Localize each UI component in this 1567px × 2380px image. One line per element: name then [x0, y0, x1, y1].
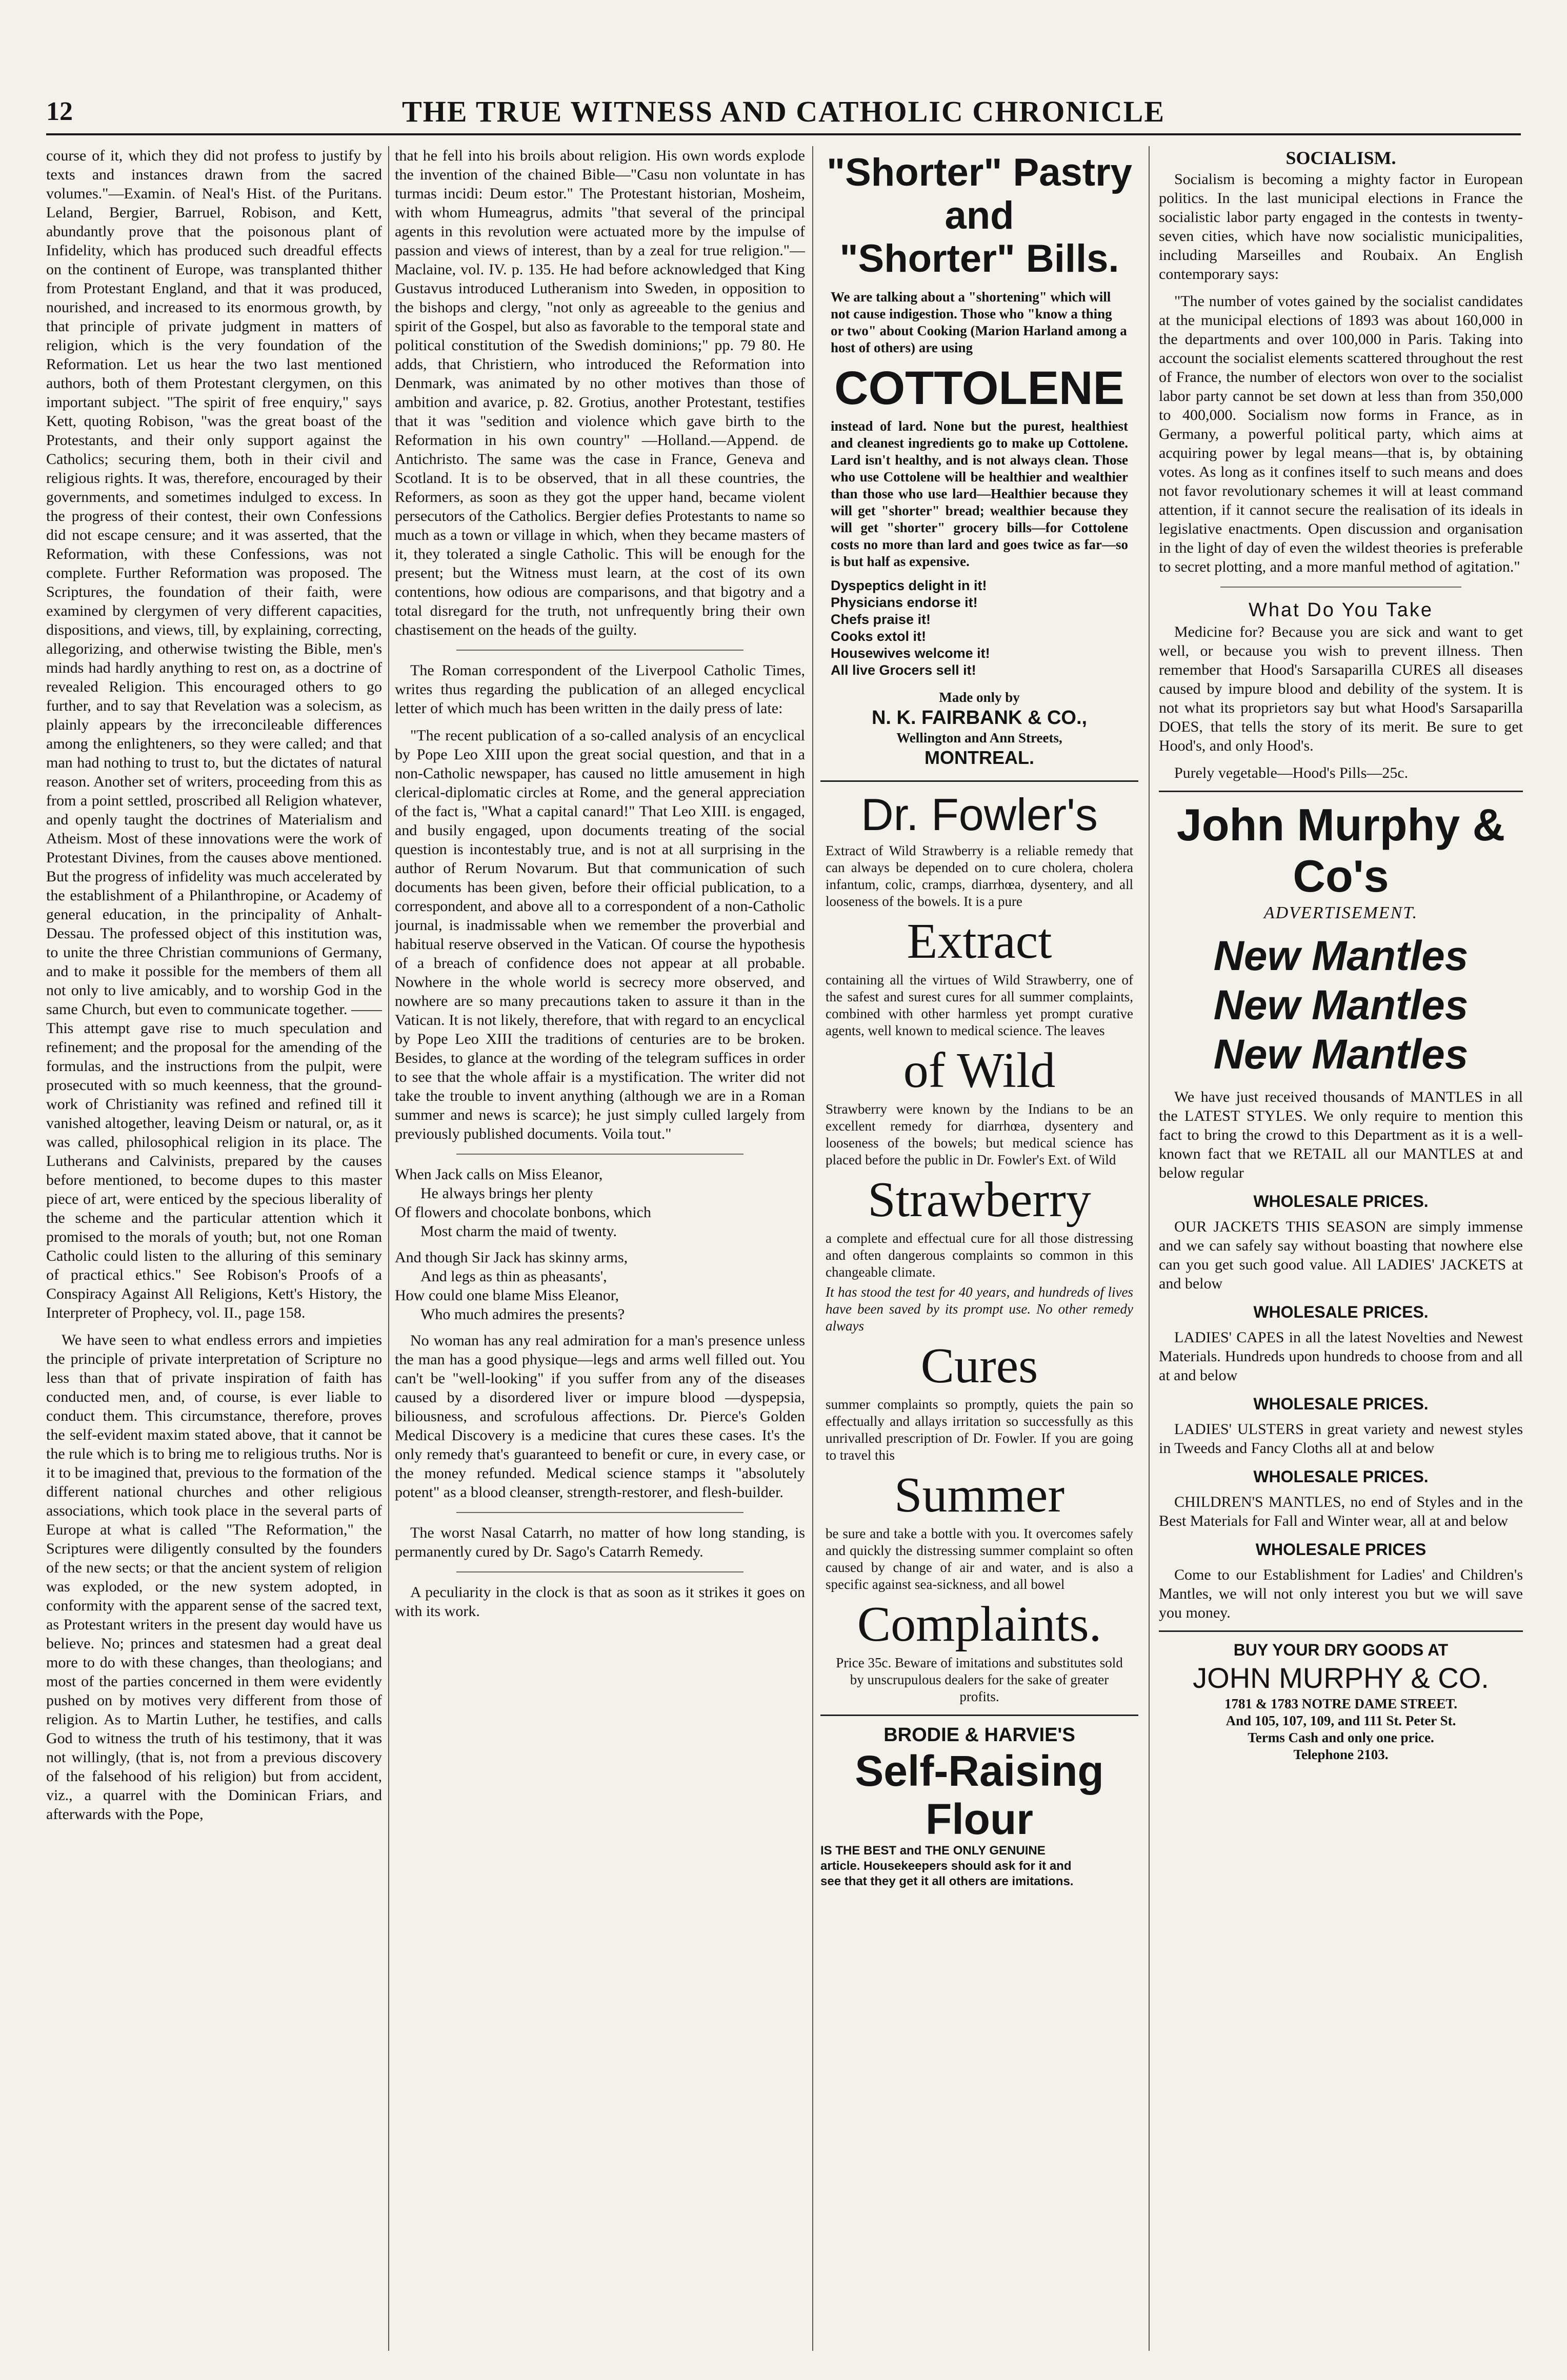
- separator: [456, 1512, 744, 1513]
- wholesale-prices-label: WHOLESALE PRICES.: [1253, 1192, 1429, 1211]
- ad-bullet: All live Grocers sell it!: [831, 662, 976, 678]
- ad-bullet: Cooks extol it!: [831, 629, 927, 644]
- ad-headline: "Shorter" Bills.: [839, 237, 1119, 280]
- article-paragraph: No woman has any real admiration for a man's presence unless the man has a good physique—legs and arms well filled out. You can't be "well-looking" if you suffer from any of the diseases caused by a disordered liver or impure blood —dyspepsia, biliousness, and scrofulous affections. Dr. Pierce's Golden Medical Discovery is a medicine that cures these cases. It's the only remedy that's guaranteed to benefit or cure, in every case, or the money refunded. Medical science stamps it "absolutely potent" as a blood cleanser, strength-restorer, and flesh-builder.: [395, 1332, 805, 1501]
- page-number: 12: [46, 97, 73, 126]
- article-paragraph: that he fell into his broils about religion. His own words explode the invention of the chained Bible—"Casu non voluntate in has turmas incidi: Deum estor." The Protestant historian, Mosheim, with whom Humeagrus, admits "that several of the principal agents in this revolution were actuated more by the impulse of passion and views of interest, than by a zeal for true religion."—Maclaine, vol. IV. p. 135. He had before acknowledged that King Gustavus introduced Lutheranism into Sweden, in opposition to the bishops and clergy, "not only as agreeable to the genius and spirit of the Gospel, but also as favorable to the temporal state and political constitution of the Swedish dominions;" pp. 79 80. He adds, that Christiern, who introduced the Reformation into Denmark, was animated by no other motives than those of ambition and avarice, p. 82. Grotius, another Protestant, testifies that it was "sedition and violence which gave birth to the Reformation in his own country" —Holland.—Append. de Antichristo. The same was the case in France, Geneva and Scotland. It is to be observed, that in all these countries, the Reformers, as soon as they got the upper hand, became violent persecutors of the Catholics. Bergier defies Protestants to name so much as a town or village in which, when they became masters of it, they tolerated a single Catholic. This will be enough for the present; but the Witness must learn, at the cost of its own contentions, how odious are comparisons, and that bigotry and a total disregard for the truth, not unfrequently bring their own chastisement on the heads of the guilty.: [395, 147, 805, 638]
- page-header: [46, 92, 1521, 135]
- ad-headline: of Wild: [903, 1043, 1056, 1098]
- ad-text: Telephone 2103.: [1293, 1747, 1389, 1762]
- ad-text: It has stood the test for 40 years, and hundreds of lives have been saved by its prompt use. No other remedy always: [826, 1284, 1133, 1334]
- article-paragraph: The worst Nasal Catarrh, no matter of how long standing, is permanently cured by Dr. Sago's Catarrh Remedy.: [395, 1524, 805, 1560]
- ad-headline: What Do You Take: [1249, 599, 1433, 621]
- ad-text: Price 35c. Beware of imitations and substitutes sold by unscrupulous dealers for the sake of greater profits.: [836, 1655, 1123, 1704]
- ad-text: IS THE BEST and THE ONLY GENUINE: [820, 1844, 1046, 1858]
- ad-text: LADIES' ULSTERS in great variety and newest styles in Tweeds and Fancy Cloths all at and below: [1159, 1421, 1523, 1457]
- separator: [456, 1571, 744, 1572]
- ad-brand: COTTOLENE: [834, 362, 1124, 414]
- poem-line: How could one blame Miss Eleanor,: [395, 1287, 619, 1304]
- john-murphy-ad: [1159, 799, 1523, 1763]
- article-paragraph: The Roman correspondent of the Liverpool Catholic Times, writes thus regarding the publication of an alleged encyclical letter of which much has been written in the daily press of late:: [395, 662, 805, 717]
- advertisement-column-3: [820, 146, 1138, 2351]
- ad-headline: New Mantles: [1213, 982, 1469, 1028]
- wholesale-prices-label: WHOLESALE PRICES.: [1253, 1303, 1429, 1321]
- poem-line: Of flowers and chocolate bonbons, which: [395, 1204, 651, 1221]
- article-column-2: [395, 146, 805, 2351]
- ad-text: We have just received thousands of MANTLES in all the LATEST STYLES. We only require to mention this fact to bring the crowd to this Department as it is a well-known fact that we RETAIL all our MANTLES at and below regular: [1159, 1088, 1523, 1181]
- ad-headline: Complaints.: [857, 1597, 1102, 1652]
- ad-bullet: Chefs praise it!: [831, 612, 931, 627]
- ad-text: summer complaints so promptly, quiets the pain so effectually and allays irritation so successfully as this unrivalled prescription of Dr. Fowler. If you are going to travel this: [826, 1397, 1133, 1463]
- ad-headline: Self-Raising Flour: [855, 1747, 1104, 1843]
- ad-text: containing all the virtues of Wild Strawberry, one of the safest and surest cures for all summer complaints, combined with other harmless yet prompt curative agents, well known to medical science. The leaves: [826, 972, 1133, 1038]
- poem-line: Who much admires the presents?: [420, 1306, 625, 1323]
- ad-divider: [820, 780, 1138, 782]
- ad-headline: Extract: [907, 914, 1052, 969]
- ad-text: MONTREAL.: [925, 747, 1034, 768]
- ad-text: We are talking about a "shortening" which will not cause indigestion. Those who "know a thing or two" about Cooking (Marion Harland among a host of others) are using: [831, 289, 1127, 355]
- dr-fowlers-ad: [820, 789, 1138, 1705]
- separator: [1220, 587, 1461, 588]
- ad-text: Terms Cash and only one price.: [1248, 1730, 1434, 1745]
- ad-bullet: Housewives welcome it!: [831, 646, 990, 661]
- ad-text: Wellington and Ann Streets,: [896, 730, 1062, 745]
- poem-line: When Jack calls on Miss Eleanor,: [395, 1166, 603, 1183]
- ad-text: BUY YOUR DRY GOODS AT: [1233, 1641, 1449, 1659]
- article-column-1: [46, 146, 382, 2351]
- ad-text: Strawberry were known by the Indians to be an excellent remedy for diarrhœa, dysentery and looseness of the bowels; but medical science has placed before the public in Dr. Fowler's Ext. of Wild: [826, 1101, 1133, 1167]
- section-heading: SOCIALISM.: [1285, 148, 1396, 168]
- brodie-harvie-ad: [820, 1723, 1138, 1889]
- ad-divider: [1159, 791, 1523, 792]
- column-rule: [812, 146, 813, 2351]
- ad-bullet: Physicians endorse it!: [831, 595, 978, 610]
- ad-divider: [1159, 1630, 1523, 1632]
- ad-text: instead of lard. None but the purest, healthiest and cleanest ingredients go to make up Cottolene. Lard isn't healthy, and is not always clean. Those who use Cottolene will be healthier and wealthier than those who use lard—Healthier because they will get "shorter" bread; wealthier because they will get "shorter" grocery bills—for Cottolene costs no more than lard and goes twice as far—so is but half as expensive.: [831, 418, 1128, 569]
- wholesale-prices-label: WHOLESALE PRICES.: [1253, 1467, 1429, 1486]
- poem: [395, 1248, 805, 1324]
- ad-text: BRODIE & HARVIE'S: [883, 1724, 1075, 1746]
- poem: [395, 1165, 805, 1241]
- article-paragraph: Socialism is becoming a mighty factor in European politics. In the last municipal elections in France the socialistic labor party engaged in the contests in twenty-seven cities, which have now socialistic municipalities, including Marseilles and Roubaix. An English contemporary says:: [1159, 171, 1523, 283]
- ad-text: Medicine for? Because you are sick and want to get well, or because you wish to prevent illness. Then remember that Hood's Sarsaparilla CURES all diseases caused by impure blood and debility of the system. It is not what its proprietors say but what Hood's Sarsaparilla DOES, that tells the story of its merit. Be sure to get Hood's, and only Hood's.: [1159, 623, 1523, 754]
- ad-text: article. Housekeepers should ask for it and: [820, 1859, 1072, 1873]
- article-paragraph: "The recent publication of a so-called analysis of an encyclical by Pope Leo XIII upon the great social question, and that in a non-Catholic newspaper, has caused no little amusement in high clerical-diplomatic circles at Rome, and the general appreciation of the fact is, "What a capital canard!" That Leo XIII. is engaged, and busily engaged, upon documents treating of the social question is incontestably true, and is not at all surprising in the author of Rerum Novarum. But that communication of such documents has been given, before their official publication, to a correspondent, and above all to a correspondent of a non-Catholic journal, is inadmissable when we remember the proverbial and habitual reserve observed in the Vatican. Of course the hypothesis of a breach of confidence does not appear at all probable. Nowhere in the whole world is secrecy more observed, and nowhere are so many precautions taken to assure it than in the Vatican. It is not likely, therefore, that with regard to an encyclical by Pope Leo XIII the traditions of centuries are to be broken. Besides, to glance at the wording of the telegram suffices in order to see that the whole affair is a mystification. The writer did not take the trouble to invent anything (although we are in a Roman summer and news is scarce); he just simply culled largely from previously published documents. Voila tout.": [395, 727, 805, 1142]
- wholesale-prices-label: WHOLESALE PRICES: [1255, 1540, 1427, 1559]
- ad-text: 1781 & 1783 NOTRE DAME STREET.: [1224, 1696, 1458, 1711]
- ad-headline: JOHN MURPHY & CO.: [1193, 1662, 1489, 1694]
- ad-text: a complete and effectual cure for all those distressing and often dangerous complaints so common in this changeable climate.: [826, 1231, 1133, 1280]
- ad-maker: N. K. FAIRBANK & CO.,: [871, 707, 1088, 729]
- ad-headline: New Mantles: [1213, 1031, 1469, 1078]
- ad-headline: and: [945, 194, 1014, 237]
- separator: [456, 650, 744, 651]
- ad-headline: New Mantles: [1213, 933, 1469, 979]
- ad-text: Extract of Wild Strawberry is a reliable remedy that can always be depended on to cure cholera, cholera infantum, colic, cramps, diarrhœa, dysentery, and all looseness of the bowels. It is a pure: [826, 843, 1133, 909]
- ad-text: LADIES' CAPES in all the latest Novelties and Newest Materials. Hundreds upon hundreds to choose from and all at and below: [1159, 1329, 1523, 1384]
- ad-text: Come to our Establishment for Ladies' and Children's Mantles, we will not only interest you but we will save you money.: [1159, 1566, 1523, 1621]
- ad-subheading: ADVERTISEMENT.: [1263, 903, 1418, 922]
- article-paragraph: A peculiarity in the clock is that as soon as it strikes it goes on with its work.: [395, 1584, 805, 1620]
- poem-line: He always brings her plenty: [420, 1185, 593, 1202]
- ad-divider: [820, 1715, 1138, 1716]
- ad-text: And 105, 107, 109, and 111 St. Peter St.: [1226, 1713, 1456, 1728]
- ad-headline: John Murphy & Co's: [1176, 799, 1505, 901]
- article-column-4: [1159, 146, 1523, 2351]
- column-rule: [388, 146, 389, 2351]
- ad-text: OUR JACKETS THIS SEASON are simply immense and we can safely say without boasting that nowhere else can you get such good value. All LADIES' JACKETS at and below: [1159, 1218, 1523, 1292]
- poem-line: And though Sir Jack has skinny arms,: [395, 1249, 628, 1266]
- separator: [456, 1154, 744, 1155]
- ad-text: see that they get it all others are imitations.: [820, 1874, 1074, 1888]
- ad-text: Made only by: [939, 690, 1020, 705]
- article-paragraph: We have seen to what endless errors and impieties the principle of private interpretation of Scripture no less than that of private inspiration of faith has conducted men, and, of course, is ever liable to conduct them. This circumstance, therefore, proves the self-evident maxim stated above, that it cannot be the rule which is to bring me to religious truths. Nor is it to be imagined that, previous to the formation of the different national churches and other religious associations, which took place in the several parts of Europe at what is called "The Reformation," the Scriptures were diligently consulted by the founders of the new sects; or that the ancient system of religion was exploded, or the new system adopted, in conformity with the apparent sense of the sacred text, as Protestant writers in the present day would have us believe. No; princes and statesmen had a great deal more to do with these changes, than theologians; and most of the parties concerned in them were evidently pushed on by motives very different from those of religion. As to Martin Luther, he testifies, and calls God to witness the truth of his testimony, that it was not willingly, (that is, not from a previous discovery of the falsehood of his religion) but from accident, viz., a quarrel with the Dominican Friars, and afterwards with the Pope,: [46, 1332, 382, 1823]
- column-rule: [1149, 146, 1150, 2351]
- ad-headline: Dr. Fowler's: [861, 789, 1098, 840]
- ad-text: CHILDREN'S MANTLES, no end of Styles and in the Best Materials for Fall and Winter wear, all at and below: [1159, 1494, 1523, 1529]
- ad-text: Purely vegetable—Hood's Pills—25c.: [1174, 764, 1409, 781]
- cottolene-ad: [820, 146, 1138, 769]
- masthead: THE TRUE WITNESS AND CATHOLIC CHRONICLE: [401, 95, 1166, 128]
- wholesale-prices-label: WHOLESALE PRICES.: [1253, 1395, 1429, 1413]
- article-paragraph: "The number of votes gained by the socialist candidates at the municipal elections of 1893 was about 160,000 in the departments and over 100,000 in Paris. Taking into account the socialist elements scattered throughout the rest of France, the number of electors won over to the socialist labor party cannot be set down at less than from 350,000 to 400,000. Socialism now forms in France, as in Germany, a powerful political party, which aims at acquiring power by legal means—that is, by obtaining votes. As long as it confines itself to such means and does not favor revolutionary schemes it will at least command attention, if it cannot secure the realisation of its ideals in legislative enactments. Open discussion and organisation in the light of day of even the wildest theories is preferable to secret plotting, and a more manful method of agitation.": [1159, 293, 1523, 575]
- ad-headline: "Shorter" Pastry: [827, 151, 1132, 194]
- poem-line: And legs as thin as pheasants',: [420, 1268, 607, 1285]
- ad-headline: Strawberry: [868, 1172, 1091, 1227]
- ad-bullet: Dyspeptics delight in it!: [831, 578, 987, 593]
- poem-line: Most charm the maid of twenty.: [420, 1223, 617, 1240]
- ad-headline: Summer: [894, 1467, 1065, 1523]
- article-paragraph: course of it, which they did not profess to justify by texts and instances drawn from the sacred volumes."—Examin. of Neal's Hist. of the Puritans. Leland, Bergier, Barruel, Robison, and Kett, abundantly prove that the poisonous plant of Infidelity, which has produced such dreadful effects on the continent of Europe, was transplanted thither from Protestant England, and that it was produced, nourished, and increased to its enormous growth, by that principle of private judgment in matters of religion, which is the very foundation of the Reformation. Let us hear the two last mentioned authors, both of them Protestant clergymen, on this important subject. "The spirit of free enquiry," says Kett, quoting Robison, "was the great boast of the Protestants, and their only support against the Catholics; securing them, both in their civil and religious rights. It was, therefore, encouraged by their governments, and sometimes indulged to excess. In the progress of their contest, their own Confessions did not escape censure; and it was asserted, that the Reformation, with these Confessions, was not complete. Further Reformation was proposed. The Scriptures, the foundation of their faith, were examined by clergymen of very different capacities, dispositions, and views, till, by explaining, correcting, allegorizing, and otherwise twisting the Bible, men's minds had hardly anything to rest on, as a doctrine of revealed Religion. This encouraged others to go further, and to say that Revelation was a solecism, as plainly appears by the irreconcileable differences among the enlighteners, so they were called; and that man had nothing to trust to, but the dictates of natural reason. Another set of writers, proceeding from this as from a point settled, proscribed all Religion whatever, and openly taught the doctrines of Materialism and Atheism. Most of these innovations were the work of Protestant Divines, from the causes above mentioned. But the progress of infidelity was much accelerated by the establishment of a Philanthropine, or Academy of general education, in the principality of Anhalt-Dessau. The professed object of this institution was, to unite the three Christian communions of Germany, and to make it possible for the members of them all not only to live amicably, and to worship God in the same Church, but even to communicate together. —— This attempt gave rise to much speculation and refinement; and the proposal for the amending of the formulas, and the instructions from the pulpit, were prosecuted with so much keenness, that the ground-work of Christianity was refined and refined till it vanished altogether, leaving Deism or natural, or, as it was called, philosophical religion in its place. The Lutherans and Calvinists, prepared by the causes before mentioned, to become dupes to this master piece of art, were enticed by the specious liberality of the scheme and the particular attention which it promised to the morals of youth; but, not one Roman Catholic could listen to the alluring of this seminary of practical ethics." See Robison's Proofs of a Conspiracy Against All Religions, Kett's History, the Interpreter of Prophecy, vol. II., page 158.: [46, 147, 382, 1321]
- ad-headline: Cures: [920, 1338, 1038, 1394]
- ad-text: be sure and take a bottle with you. It overcomes safely and quickly the distressing summer complaint so often caused by change of air and water, and is also a specific against sea-sickness, and all bowel: [826, 1526, 1133, 1592]
